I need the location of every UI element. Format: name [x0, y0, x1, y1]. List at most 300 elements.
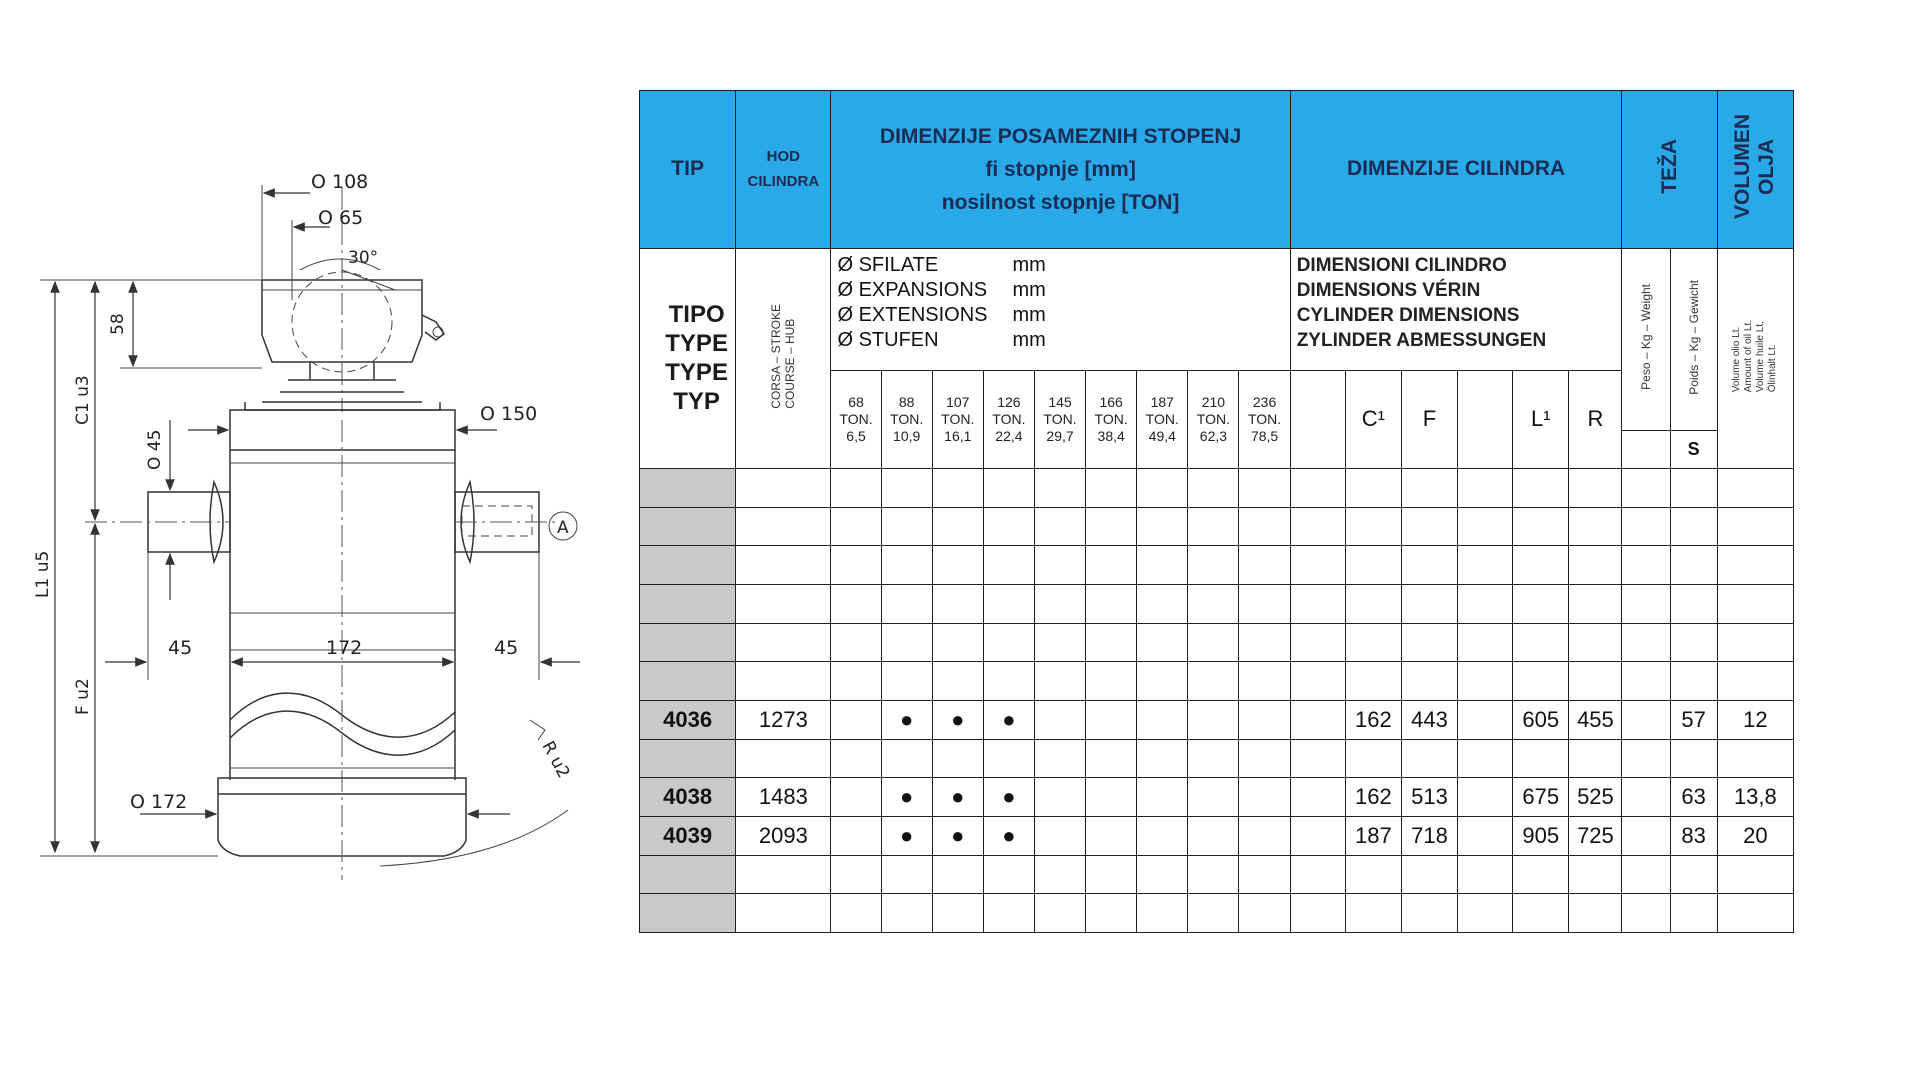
cell-blank-2: [1458, 778, 1513, 817]
cell-f: 513: [1401, 778, 1457, 817]
cell-stage-68: [831, 855, 881, 894]
cell-stage-187: [1137, 855, 1188, 894]
cell-stage-145: [1034, 468, 1085, 507]
cell-stage-88: [881, 662, 932, 701]
dim-w172: 172: [326, 637, 363, 659]
dimension-lines: [40, 185, 580, 866]
dim-c1: C1 u3: [73, 375, 93, 425]
cell-stage-187: [1137, 894, 1188, 933]
cell-stroke: 1483: [736, 778, 831, 817]
cell-stage-88: [881, 894, 932, 933]
cell-blank-2: [1458, 816, 1513, 855]
cell-tip: [640, 584, 736, 623]
cell-l1: 675: [1513, 778, 1569, 817]
cell-tip: 4036: [640, 700, 736, 739]
cell-stage-210: [1188, 700, 1239, 739]
subheader-weight-1: Peso – Kg – Weight: [1622, 248, 1670, 430]
cell-volume: [1717, 507, 1793, 546]
cell-blank-2: [1458, 739, 1513, 778]
cell-stage-107: [932, 468, 983, 507]
cell-stage-166: [1086, 816, 1137, 855]
cell-volume: [1717, 546, 1793, 585]
cell-blank-1: [1290, 507, 1345, 546]
cell-tip: 4039: [640, 816, 736, 855]
cell-blank-1: [1290, 584, 1345, 623]
cell-f: [1401, 584, 1457, 623]
cell-stage-210: [1188, 507, 1239, 546]
cell-stage-88: ●: [881, 778, 932, 817]
cell-stage-166: [1086, 507, 1137, 546]
dim-d65: O 65: [318, 207, 364, 229]
cell-stroke: [736, 507, 831, 546]
cell-weight: [1670, 468, 1717, 507]
cell-blank-2: [1458, 855, 1513, 894]
cell-blank-1: [1290, 546, 1345, 585]
cell-stage-126: [983, 623, 1034, 662]
cell-f: [1401, 855, 1457, 894]
cell-stage-145: [1034, 584, 1085, 623]
table-row: [640, 507, 1794, 546]
cell-stage-166: [1086, 700, 1137, 739]
table-row: [640, 855, 1794, 894]
cell-stage-68: [831, 700, 881, 739]
cell-c1: [1345, 584, 1401, 623]
cell-weight-blank: [1622, 662, 1670, 701]
cell-stage-88: ●: [881, 700, 932, 739]
cell-volume: [1717, 855, 1793, 894]
header-cyl-dims: DIMENZIJE CILINDRA: [1290, 91, 1622, 249]
dim-w45-right: 45: [494, 637, 519, 659]
cell-weight-blank: [1622, 894, 1670, 933]
cell-stage-236: [1239, 778, 1290, 817]
cell-stage-68: [831, 468, 881, 507]
cell-stroke: [736, 623, 831, 662]
cell-stage-210: [1188, 662, 1239, 701]
cell-stage-88: [881, 468, 932, 507]
cell-stage-68: [831, 778, 881, 817]
cell-weight: [1670, 894, 1717, 933]
cell-tip: [640, 739, 736, 778]
cell-stage-107: [932, 739, 983, 778]
cell-blank-1: [1290, 662, 1345, 701]
cell-l1: [1513, 507, 1569, 546]
cell-r: [1569, 662, 1622, 701]
cell-stage-107: [932, 855, 983, 894]
cell-stage-68: [831, 894, 881, 933]
cell-stage-166: [1086, 894, 1137, 933]
cell-stage-107: [932, 894, 983, 933]
cell-r: [1569, 507, 1622, 546]
cell-tip: [640, 623, 736, 662]
cell-weight-blank: [1622, 739, 1670, 778]
dim-d172: O 172: [130, 791, 188, 813]
subheader-cyl: DIMENSIONI CILINDRO DIMENSIONS VÉRIN CYLINDER DIMENSIONS ZYLINDER ABMESSUNGEN: [1290, 248, 1622, 370]
cell-stage-68: [831, 546, 881, 585]
cell-stage-145: [1034, 507, 1085, 546]
cell-stage-88: [881, 739, 932, 778]
table-row: [640, 894, 1794, 933]
cell-volume: 20: [1717, 816, 1793, 855]
cell-l1: [1513, 468, 1569, 507]
col-f: F: [1401, 371, 1457, 469]
stage-header-187: 187 TON. 49,4: [1137, 371, 1188, 469]
dim-w45-left: 45: [168, 637, 193, 659]
cell-r: [1569, 584, 1622, 623]
cell-stage-187: [1137, 739, 1188, 778]
cell-volume: 13,8: [1717, 778, 1793, 817]
cell-stage-210: [1188, 468, 1239, 507]
cell-weight: [1670, 584, 1717, 623]
cell-tip: [640, 662, 736, 701]
cell-stage-107: ●: [932, 700, 983, 739]
cell-volume: [1717, 623, 1793, 662]
cell-tip: 4038: [640, 778, 736, 817]
cell-f: [1401, 662, 1457, 701]
cell-l1: 605: [1513, 700, 1569, 739]
cell-volume: [1717, 739, 1793, 778]
cell-blank-1: [1290, 700, 1345, 739]
cell-stage-166: [1086, 584, 1137, 623]
cell-stage-236: [1239, 623, 1290, 662]
cell-stage-236: [1239, 468, 1290, 507]
cell-stage-187: [1137, 623, 1188, 662]
cell-stage-166: [1086, 778, 1137, 817]
cell-stage-236: [1239, 507, 1290, 546]
cell-f: [1401, 507, 1457, 546]
cell-weight-blank: [1622, 778, 1670, 817]
cell-stage-145: [1034, 739, 1085, 778]
cell-stage-126: [983, 546, 1034, 585]
cell-r: 725: [1569, 816, 1622, 855]
cell-r: 525: [1569, 778, 1622, 817]
cell-stage-236: [1239, 546, 1290, 585]
cell-stroke: [736, 662, 831, 701]
cell-stage-68: [831, 623, 881, 662]
cell-stage-187: [1137, 507, 1188, 546]
stage-header-68: 68 TON. 6,5: [831, 371, 881, 469]
cell-stroke: [736, 546, 831, 585]
cell-stage-88: [881, 855, 932, 894]
cell-stage-126: [983, 855, 1034, 894]
table-row: [640, 623, 1794, 662]
cell-stage-68: [831, 507, 881, 546]
subheader-weight-2: Poids – Kg – Gewicht: [1670, 248, 1717, 430]
stage-header-210: 210 TON. 62,3: [1188, 371, 1239, 469]
cell-blank-2: [1458, 662, 1513, 701]
cell-c1: [1345, 623, 1401, 662]
cell-stage-126: [983, 894, 1034, 933]
col-blank-2: [1458, 371, 1513, 469]
weight-spacer: [1622, 431, 1670, 469]
cell-tip: [640, 855, 736, 894]
cell-f: [1401, 546, 1457, 585]
table-row: [640, 739, 1794, 778]
cell-c1: 187: [1345, 816, 1401, 855]
cell-blank-2: [1458, 468, 1513, 507]
dim-f: F u2: [73, 678, 93, 715]
table-row: [640, 584, 1794, 623]
cell-stage-68: [831, 739, 881, 778]
dim-r: R u2: [537, 737, 574, 782]
cell-stage-68: [831, 662, 881, 701]
cell-f: [1401, 468, 1457, 507]
cell-r: [1569, 546, 1622, 585]
cell-stage-236: [1239, 700, 1290, 739]
stage-header-126: 126 TON. 22,4: [983, 371, 1034, 469]
cell-stage-210: [1188, 778, 1239, 817]
cell-weight: [1670, 855, 1717, 894]
cell-stage-145: [1034, 816, 1085, 855]
cell-stage-145: [1034, 894, 1085, 933]
cell-stage-187: [1137, 468, 1188, 507]
cell-r: [1569, 623, 1622, 662]
cell-weight-blank: [1622, 623, 1670, 662]
cell-volume: 12: [1717, 700, 1793, 739]
cell-blank-1: [1290, 623, 1345, 662]
cell-stage-107: [932, 662, 983, 701]
dim-d150: O 150: [480, 403, 538, 425]
cell-stage-107: [932, 584, 983, 623]
cell-blank-2: [1458, 584, 1513, 623]
cell-c1: [1345, 546, 1401, 585]
cell-weight: [1670, 507, 1717, 546]
cell-stage-166: [1086, 468, 1137, 507]
cell-stage-107: [932, 623, 983, 662]
cell-stage-145: [1034, 546, 1085, 585]
cell-stage-236: [1239, 816, 1290, 855]
cell-blank-1: [1290, 816, 1345, 855]
cell-blank-2: [1458, 507, 1513, 546]
cell-stage-88: [881, 546, 932, 585]
cell-f: 443: [1401, 700, 1457, 739]
cell-r: [1569, 855, 1622, 894]
cell-stage-236: [1239, 584, 1290, 623]
col-blank-1: [1290, 371, 1345, 469]
cell-stage-187: [1137, 778, 1188, 817]
cell-tip: [640, 546, 736, 585]
cell-c1: 162: [1345, 700, 1401, 739]
cell-weight-blank: [1622, 855, 1670, 894]
col-l1: L¹: [1513, 371, 1569, 469]
cell-blank-1: [1290, 855, 1345, 894]
cell-stroke: [736, 855, 831, 894]
cell-stage-236: [1239, 894, 1290, 933]
cell-stage-145: [1034, 700, 1085, 739]
cell-volume: [1717, 894, 1793, 933]
dim-l1: L1 u5: [33, 550, 53, 598]
cell-stage-145: [1034, 855, 1085, 894]
col-r: R: [1569, 371, 1622, 469]
cell-stage-126: ●: [983, 816, 1034, 855]
table-row: [640, 816, 1794, 855]
header-stage-dims: DIMENZIJE POSAMEZNIH STOPENJ fi stopnje [mm] nosilnost stopnje [TON]: [831, 91, 1290, 249]
cell-stage-187: [1137, 546, 1188, 585]
cell-weight: [1670, 623, 1717, 662]
cell-r: [1569, 894, 1622, 933]
subheader-stroke: CORSA – STROKE COURSE – HUB: [736, 248, 831, 468]
table-row: [640, 662, 1794, 701]
cell-l1: [1513, 739, 1569, 778]
cell-l1: [1513, 662, 1569, 701]
cell-stage-166: [1086, 623, 1137, 662]
cell-weight: 63: [1670, 778, 1717, 817]
detail-a-label: A: [557, 518, 569, 538]
dim-d108: O 108: [311, 171, 369, 193]
cell-stage-126: [983, 662, 1034, 701]
cell-blank-1: [1290, 739, 1345, 778]
table-row: [640, 546, 1794, 585]
dim-h58: 58: [108, 313, 128, 335]
cell-blank-2: [1458, 546, 1513, 585]
cell-weight-blank: [1622, 700, 1670, 739]
trunnion-left: [85, 482, 230, 562]
cell-stage-126: [983, 468, 1034, 507]
cell-stage-166: [1086, 739, 1137, 778]
cell-l1: [1513, 584, 1569, 623]
cell-c1: [1345, 739, 1401, 778]
cell-stage-68: [831, 584, 881, 623]
weight-s-label: S: [1670, 431, 1717, 469]
subheader-expansions: Ø SFILATE mm Ø EXPANSIONS mm Ø EXTENSIONS mm Ø STUFEN mm: [831, 248, 1290, 370]
cell-stage-126: [983, 584, 1034, 623]
cell-stage-210: [1188, 894, 1239, 933]
cell-weight-blank: [1622, 816, 1670, 855]
cell-stage-236: [1239, 662, 1290, 701]
cell-c1: [1345, 894, 1401, 933]
cell-stroke: 1273: [736, 700, 831, 739]
cell-l1: 905: [1513, 816, 1569, 855]
header-hod: HOD CILINDRA: [736, 91, 831, 249]
cell-weight: [1670, 662, 1717, 701]
cell-f: 718: [1401, 816, 1457, 855]
cell-blank-1: [1290, 894, 1345, 933]
cell-weight: [1670, 739, 1717, 778]
cell-l1: [1513, 855, 1569, 894]
cell-stage-88: [881, 507, 932, 546]
table-row: [640, 468, 1794, 507]
cell-f: [1401, 623, 1457, 662]
cell-stage-166: [1086, 546, 1137, 585]
cylinder-drawing: [0, 0, 640, 1078]
cell-weight-blank: [1622, 468, 1670, 507]
cell-stage-166: [1086, 855, 1137, 894]
cell-r: 455: [1569, 700, 1622, 739]
stage-header-236: 236 TON. 78,5: [1239, 371, 1290, 469]
dim-d45: O 45: [145, 429, 165, 470]
cell-blank-1: [1290, 778, 1345, 817]
cell-stage-107: ●: [932, 778, 983, 817]
cell-l1: [1513, 623, 1569, 662]
cell-stage-126: ●: [983, 778, 1034, 817]
cell-c1: [1345, 662, 1401, 701]
stage-header-107: 107 TON. 16,1: [932, 371, 983, 469]
cell-blank-2: [1458, 700, 1513, 739]
cell-stage-107: ●: [932, 816, 983, 855]
stage-header-166: 166 TON. 38,4: [1086, 371, 1137, 469]
cell-stage-68: [831, 816, 881, 855]
cell-weight: 83: [1670, 816, 1717, 855]
cell-c1: 162: [1345, 778, 1401, 817]
cell-r: [1569, 468, 1622, 507]
cell-stage-187: [1137, 584, 1188, 623]
cell-stage-88: [881, 623, 932, 662]
cell-volume: [1717, 468, 1793, 507]
cell-stage-107: [932, 507, 983, 546]
cell-stage-210: [1188, 855, 1239, 894]
cell-r: [1569, 739, 1622, 778]
cell-stage-107: [932, 546, 983, 585]
cell-weight: [1670, 546, 1717, 585]
cell-l1: [1513, 546, 1569, 585]
stage-header-88: 88 TON. 10,9: [881, 371, 932, 469]
cell-blank-2: [1458, 894, 1513, 933]
cell-stroke: [736, 739, 831, 778]
cell-stage-187: [1137, 816, 1188, 855]
cell-stage-126: [983, 739, 1034, 778]
stage-header-145: 145 TON. 29,7: [1034, 371, 1085, 469]
cell-stage-187: [1137, 700, 1188, 739]
cell-weight-blank: [1622, 584, 1670, 623]
subheader-tipo: TIPO TYPE TYPE TYP: [640, 248, 736, 468]
cell-f: [1401, 739, 1457, 778]
cell-stage-145: [1034, 662, 1085, 701]
cell-stage-88: ●: [881, 816, 932, 855]
cell-l1: [1513, 894, 1569, 933]
cell-stroke: 2093: [736, 816, 831, 855]
cell-tip: [640, 507, 736, 546]
cell-stroke: [736, 894, 831, 933]
cell-weight: 57: [1670, 700, 1717, 739]
header-tip: TIP: [640, 91, 736, 249]
cell-weight-blank: [1622, 546, 1670, 585]
spec-table: [639, 90, 1794, 933]
table-row: [640, 778, 1794, 817]
cell-f: [1401, 894, 1457, 933]
cell-stage-210: [1188, 816, 1239, 855]
cell-stage-145: [1034, 623, 1085, 662]
cell-stroke: [736, 468, 831, 507]
cell-c1: [1345, 507, 1401, 546]
cell-stage-210: [1188, 739, 1239, 778]
cell-volume: [1717, 584, 1793, 623]
cell-stage-126: [983, 507, 1034, 546]
cell-stage-210: [1188, 623, 1239, 662]
cell-stage-145: [1034, 778, 1085, 817]
cell-volume: [1717, 662, 1793, 701]
cell-stroke: [736, 584, 831, 623]
cell-weight-blank: [1622, 507, 1670, 546]
cell-stage-236: [1239, 855, 1290, 894]
cell-stage-126: ●: [983, 700, 1034, 739]
cell-stage-210: [1188, 584, 1239, 623]
cell-tip: [640, 468, 736, 507]
cell-stage-210: [1188, 546, 1239, 585]
cell-stage-166: [1086, 662, 1137, 701]
cell-blank-2: [1458, 623, 1513, 662]
cell-stage-187: [1137, 662, 1188, 701]
cell-stage-236: [1239, 739, 1290, 778]
col-c1: C¹: [1345, 371, 1401, 469]
cell-c1: [1345, 855, 1401, 894]
dim-angle: 30°: [348, 248, 379, 268]
subheader-volume: Volume olio Lt. Amount of oil Lt. Volume huile Lt. Ölinhalt Lt.: [1717, 248, 1793, 468]
cell-tip: [640, 894, 736, 933]
header-weight: TEŽA: [1622, 91, 1717, 249]
cell-c1: [1345, 468, 1401, 507]
table-row: [640, 700, 1794, 739]
cell-stage-88: [881, 584, 932, 623]
cell-blank-1: [1290, 468, 1345, 507]
